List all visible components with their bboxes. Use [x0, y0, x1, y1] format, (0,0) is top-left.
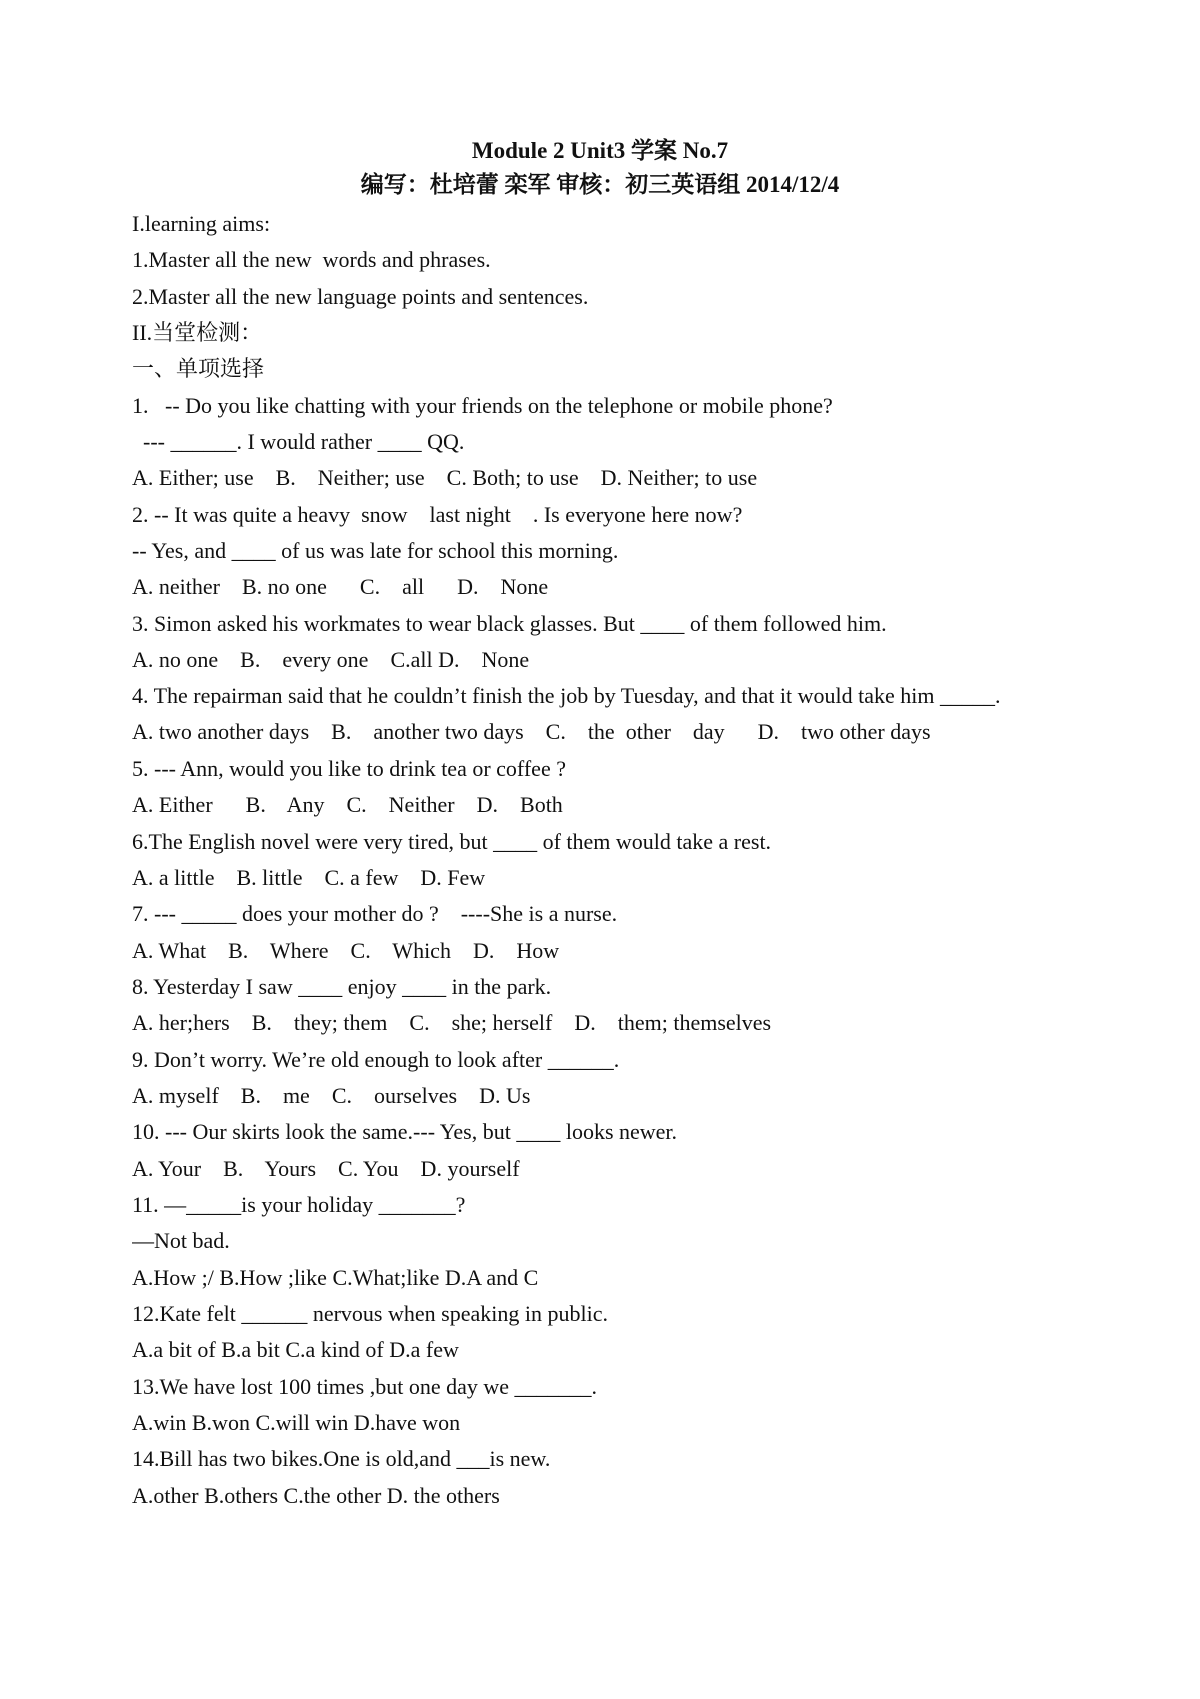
question-item — [132, 388, 1074, 497]
aim-item-2: 2.Master all the new language points and sentences. — [132, 283, 589, 309]
document-title: Module 2 Unit3 学案 No.7 — [471, 138, 729, 163]
question-stem: 1. -- Do you like chatting with your friends on the telephone or mobile phone? --- ______. I would rather ____ QQ. — [132, 392, 833, 454]
question-item — [132, 1042, 1074, 1115]
question-item — [132, 497, 1074, 606]
aim-item-1: 1.Master all the new words and phrases. — [132, 247, 491, 273]
question-stem: 6.The English novel were very tired, but ____ of them would take a rest. — [132, 828, 772, 854]
question-stem: 10. --- Our skirts look the same.--- Yes, but ____ looks newer. — [132, 1119, 678, 1145]
question-list — [132, 388, 1074, 1514]
aims-heading: I.learning aims: — [132, 211, 271, 236]
question-item — [132, 606, 1074, 679]
question-options: A.How ;/ B.How ;like C.What;like D.A and C — [132, 1264, 539, 1290]
document-body — [132, 206, 1074, 1514]
test-heading: II.当堂检测： — [132, 320, 263, 346]
question-item — [132, 824, 1074, 897]
document-subtitle: 编写：杜培蕾 栾军 审核：初三英语组 2014/12/4 — [360, 172, 840, 197]
question-stem: 14.Bill has two bikes.One is old,and ___is new. — [132, 1446, 551, 1472]
question-options: A. Either; use B. Neither; use C. Both; to use D. Neither; to use — [132, 465, 758, 491]
question-item — [132, 751, 1074, 824]
question-options: A. two another days B. another two days C. the other day D. two other days — [132, 719, 931, 745]
section-heading: 一、单项选择 — [132, 356, 265, 382]
question-options: A. neither B. no one C. all D. None — [132, 574, 549, 600]
question-stem: 9. Don’t worry. We’re old enough to look after ______. — [132, 1046, 620, 1072]
question-item — [132, 1369, 1074, 1442]
question-stem: 7. --- _____ does your mother do ? ----She is a nurse. — [132, 901, 618, 927]
question-stem: 5. --- Ann, would you like to drink tea or coffee ? — [132, 755, 566, 781]
question-stem: 11. —_____is your holiday _______? —Not bad. — [132, 1191, 466, 1253]
question-item — [132, 896, 1074, 969]
question-item — [132, 1114, 1074, 1187]
question-stem: 8. Yesterday I saw ____ enjoy ____ in the park. — [132, 973, 552, 999]
question-item — [132, 969, 1074, 1042]
question-stem: 12.Kate felt ______ nervous when speaking in public. — [132, 1300, 608, 1326]
question-options: A.win B.won C.will win D.have won — [132, 1410, 461, 1435]
question-item — [132, 1441, 1074, 1514]
question-options: A. a little B. little C. a few D. Few — [132, 864, 486, 890]
question-stem: 13.We have lost 100 times ,but one day we _______. — [132, 1373, 598, 1399]
question-options: A.a bit of B.a bit C.a kind of D.a few — [132, 1337, 459, 1363]
question-stem: 4. The repairman said that he couldn’t finish the job by Tuesday, and that it would take him _____. — [132, 683, 1001, 709]
question-stem: 2. -- It was quite a heavy snow last night . Is everyone here now? -- Yes, and ____ of us was late for school this morning. — [132, 501, 743, 563]
question-item — [132, 1296, 1074, 1369]
question-options: A. myself B. me C. ourselves D. Us — [132, 1082, 531, 1108]
question-options: A.other B.others C.the other D. the others — [132, 1482, 500, 1508]
question-stem: 3. Simon asked his workmates to wear black glasses. But ____ of them followed him. — [132, 610, 887, 636]
question-options: A. What B. Where C. Which D. How — [132, 937, 560, 963]
question-options: A. no one B. every one C.all D. None — [132, 647, 530, 673]
question-item — [132, 678, 1074, 750]
question-options: A. her;hers B. they; them C. she; herself D. them; themselves — [132, 1010, 772, 1036]
question-item — [132, 1187, 1074, 1296]
question-options: A. Either B. Any C. Neither D. Both — [132, 792, 563, 818]
question-options: A. Your B. Yours C. You D. yourself — [132, 1155, 520, 1181]
